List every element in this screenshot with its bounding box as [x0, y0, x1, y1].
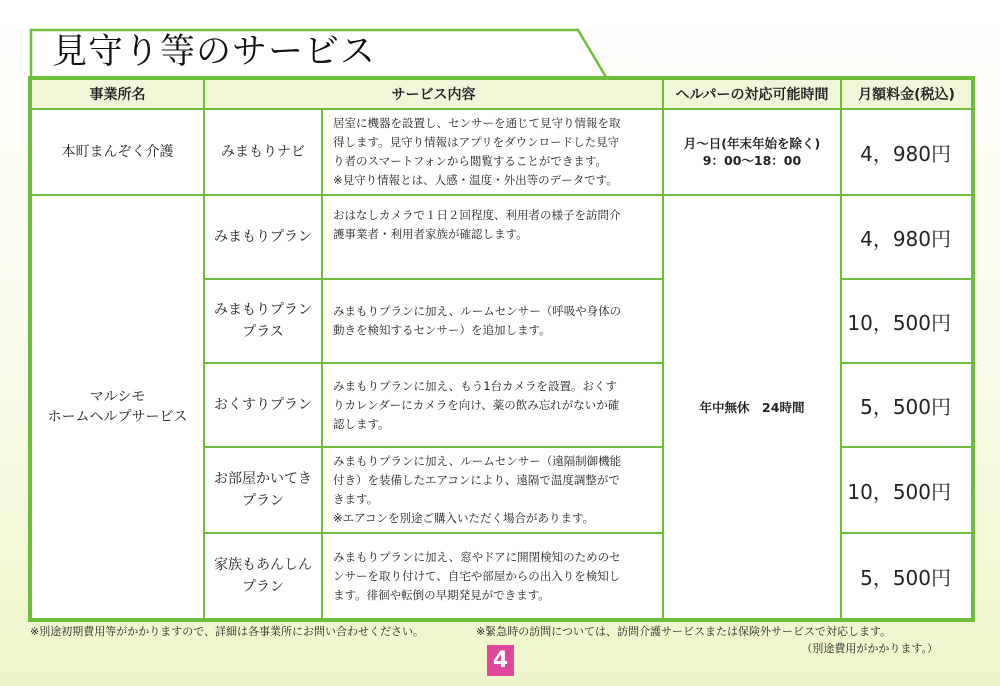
description-line: ます。徘徊や転倒の早期発見ができます。: [333, 587, 550, 602]
monthly-price: 10，500円: [841, 279, 972, 363]
header-business: 事業所名: [31, 79, 204, 109]
description-line: ンサーを取り付けて、自宅や部屋からの出入りを検知し: [333, 568, 621, 583]
service-description: [322, 279, 663, 363]
table-header-row: [31, 79, 972, 109]
description-line: みまもりプランに加え、ルームセンサー（遠隔制御機能: [333, 454, 622, 468]
description-line: 得します。見守り情報はアプリをダウンロードした見守: [333, 135, 620, 149]
description-line: 護事業者・利用者家族が確認します。: [333, 227, 528, 241]
monthly-price: 5，500円: [841, 533, 972, 619]
service-name: [204, 363, 322, 447]
service-name-line: みまもりプラン: [214, 229, 312, 245]
description-line: みまもりプランに加え、窓やドアに開閉検知のためのセ: [333, 549, 621, 564]
monthly-price: 5，500円: [841, 363, 972, 447]
footnote-extra-fee: （別途費用がかかります。）: [801, 642, 938, 655]
description-line: 動きを検知するセンサー）を追加します。: [333, 323, 551, 337]
header-service: サービス内容: [204, 79, 663, 109]
service-name-line: みまもりナビ: [221, 144, 305, 160]
service-name: [204, 447, 322, 533]
helper-hours: [663, 109, 841, 195]
header-hours: ヘルパーの対応可能時間: [663, 79, 841, 109]
table-row: [31, 109, 972, 195]
business-name-line: 本町まんぞく介護: [61, 144, 174, 160]
service-name: [204, 109, 322, 195]
business-name-line: ホームヘルプサービス: [47, 409, 188, 425]
description-line: 認します。: [333, 416, 390, 431]
service-description: [322, 533, 663, 619]
service-name-line: 家族もあんしん: [214, 557, 312, 573]
footnote-initial-cost: ※別途初期費用等がかかりますので、詳細は各事業所にお問い合わせください。: [30, 625, 424, 638]
description-line: みまもりプランに加え、ルームセンサー（呼吸や身体の: [333, 304, 622, 318]
monthly-price: 4，980円: [841, 195, 972, 279]
service-name-line: プラン: [242, 579, 284, 595]
service-description: [322, 195, 663, 279]
description-line: ※エアコンを別途ご購入いただく場合があります。: [333, 511, 595, 525]
description-line: みまもりプランに加え、もう1台カメラを設置。おくす: [333, 378, 618, 393]
description-line: 付き）を装備したエアコンにより、遠隔で温度調整がで: [333, 473, 620, 487]
description-line: り者のスマートフォンから閲覧することができます。: [333, 154, 607, 168]
service-name: [204, 279, 322, 363]
monthly-price: 10，500円: [841, 447, 972, 533]
description-line: おはなしカメラで１日２回程度、利用者の様子を訪問介: [333, 208, 621, 222]
hours-line: 年中無休 24時間: [699, 399, 805, 415]
description-line: ※見守り情報とは、人感・温度・外出等のデータです。: [333, 173, 618, 187]
service-name-line: お部屋かいてき: [214, 471, 312, 487]
service-description: [322, 109, 663, 195]
header-price: 月額料金(税込): [841, 79, 972, 109]
hours-line: 月～日(年末年始を除く): [683, 136, 821, 151]
business-name: [31, 195, 204, 619]
service-name-line: プラン: [242, 493, 284, 509]
service-name-line: おくすりプラン: [214, 397, 312, 413]
service-name-line: みまもりプラン: [214, 302, 312, 318]
service-description: [322, 447, 663, 533]
page-title: 見守り等のサービス: [52, 32, 377, 72]
description-line: 居室に機器を設置し、センサーを通じて見守り情報を取: [333, 116, 621, 130]
service-name-line: プラス: [242, 324, 284, 340]
services-table: [30, 78, 973, 620]
service-name: [204, 533, 322, 619]
monthly-price: 4，980円: [841, 109, 972, 195]
service-name: [204, 195, 322, 279]
hours-line: 9：00～18：00: [702, 153, 802, 168]
footnote-emergency: ※緊急時の訪問については、訪問介護サービスまたは保険外サービスで対応します。: [476, 625, 892, 638]
helper-hours: [663, 195, 841, 619]
description-line: りカレンダーにカメラを向け、薬の飲み忘れがないか確: [333, 397, 620, 412]
business-name-line: マルシモ: [89, 389, 146, 405]
table-row: [31, 195, 972, 279]
service-description: [322, 363, 663, 447]
description-line: きます。: [333, 492, 379, 506]
business-name: [31, 109, 204, 195]
page-number-badge: 4: [487, 645, 514, 676]
